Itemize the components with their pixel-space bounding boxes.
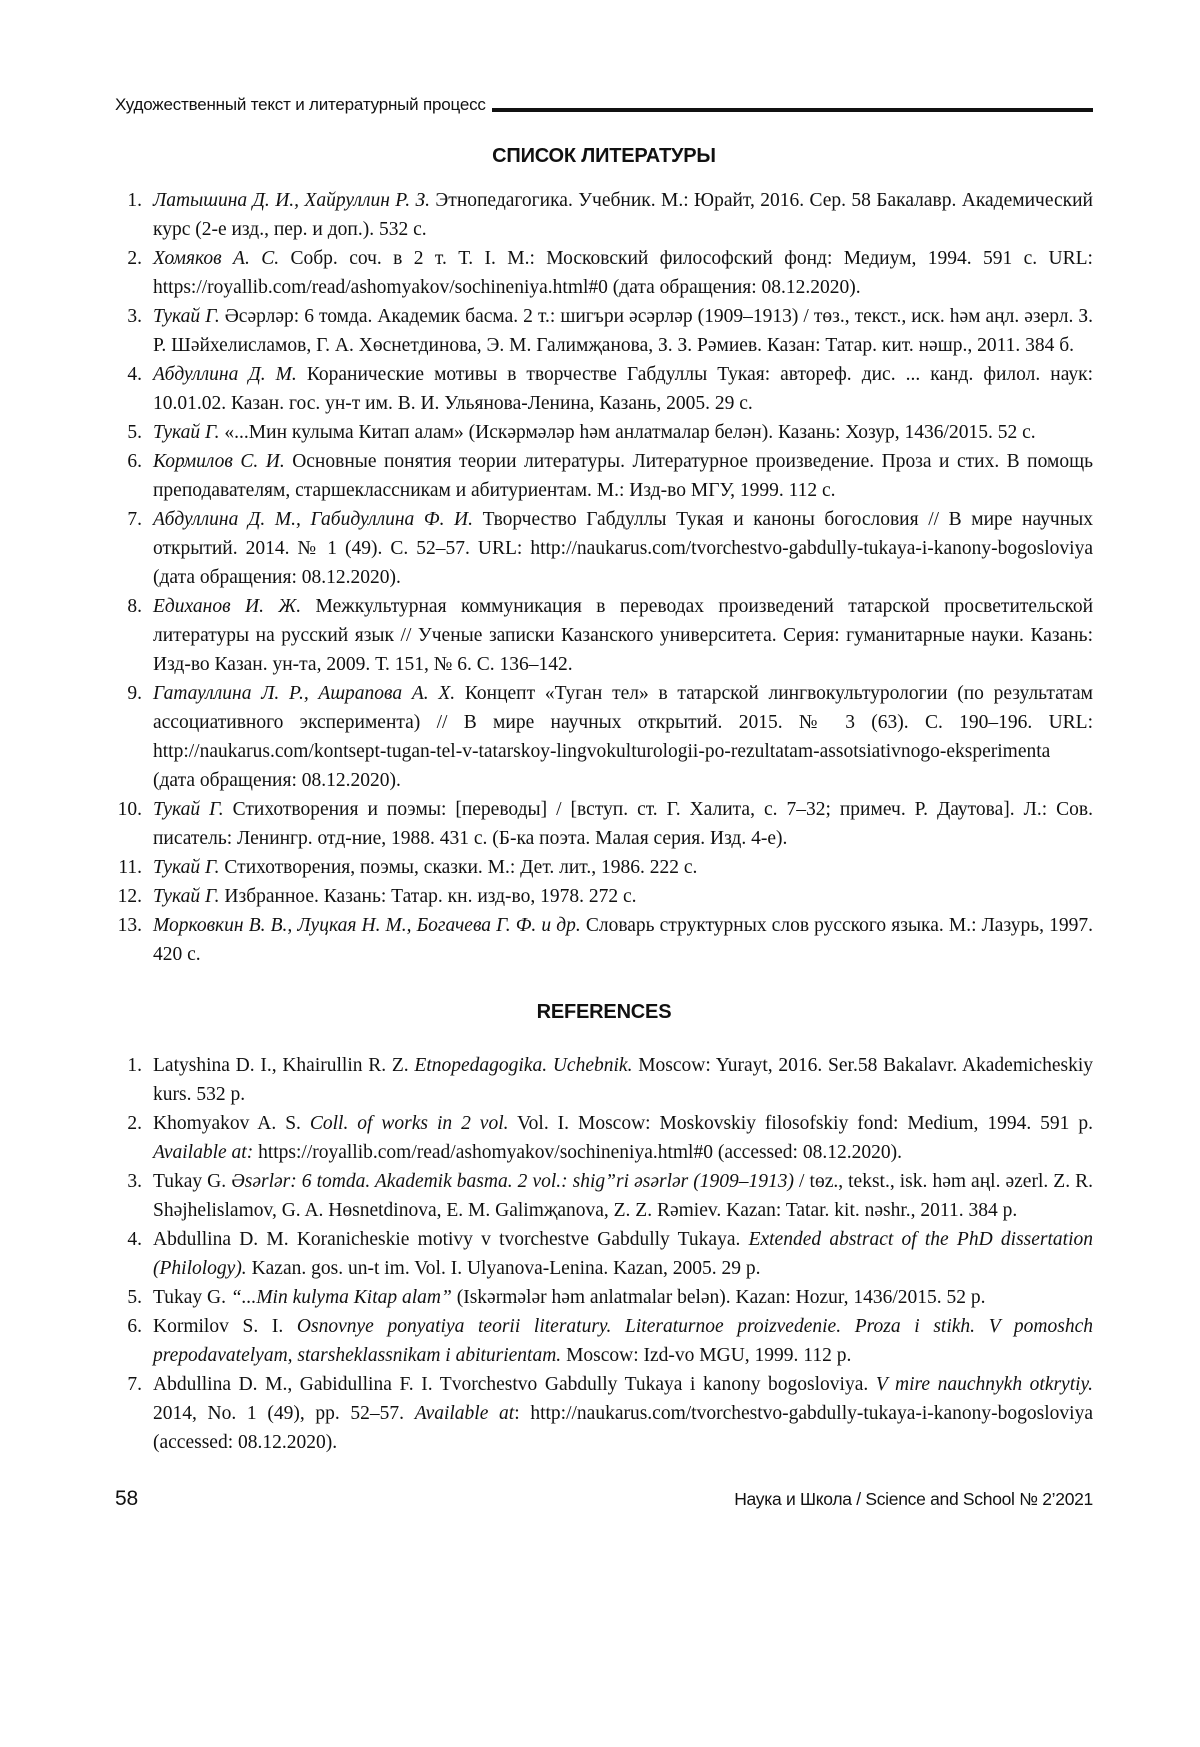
item-number: 1. <box>127 190 142 211</box>
item-number: 12. <box>117 886 142 907</box>
item-text: Латышина Д. И., Хайруллин Р. З. Этнопедагогика. Учебник. М.: Юрайт, 2016. Сер. 58 Бакалавр. Академический курс (2-е изд., пер. и доп.). 532 с. <box>153 190 1093 240</box>
item-number: 3. <box>127 1171 142 1192</box>
item-text: Едиханов И. Ж. Межкультурная коммуникация в переводах произведений татарской просветительской литературы на русский язык // Ученые записки Казанского университета. Серия: гуманитарные науки. Казань: Изд-во Казан. ун-та, 2009. Т. 151, № 6. С. 136–142. <box>153 596 1094 675</box>
item-text: Abdullina D. M., Gabidullina F. I. Tvorchestvo Gabdully Tukaya i kanony bogosloviya. V mire nauchnykh otkrytiy. 2014, No. 1 (49), pp. 52–57. Available at: http://naukarus.com/tvorchestvo-gabdully-tukaya-i-kanony-bogosloviya (accessed: 08.12.2020). <box>153 1374 1094 1453</box>
header-rule <box>492 108 1093 112</box>
item-text: Kormilov S. I. Osnovnye ponyatiya teorii literatury. Literaturnoe proizvedenie. Proza i stikh. V pomoshch prepodavatelyam, starsheklassnikam i abiturientam. Moscow: Izd-vo MGU, 1999. 112 p. <box>153 1316 1093 1366</box>
bibliography-list <box>115 186 1093 969</box>
journal-title: Наука и Школа / Science and School № 2’2021 <box>734 1489 1093 1509</box>
reference-item <box>115 1312 1093 1370</box>
item-text: Khomyakov A. S. Coll. of works in 2 vol. Vol. I. Moscow: Moskovskiy filosofskiy fond: Medium, 1994. 591 p. Available at: https://royallib.com/read/ashomyakov/sochineniya.html#0 (accessed: 08.12.2020). <box>153 1113 1093 1163</box>
item-text: Гатауллина Л. Р., Ашрапова А. Х. Концепт «Туган тел» в татарской лингвокультурологии (по результатам ассоциативного эксперимента) // В мире научных открытий. 2015. № 3 (63). С. 190–196. URL: http://naukarus.com/kontsept-tugan-tel-v-tatarskoy-lingvokulturologii-po-rezultatam-assotsiativnogo-eksperimenta (дата обращения: 08.12.2020). <box>153 683 1093 791</box>
item-number: 1. <box>127 1055 142 1076</box>
references-list <box>115 1051 1093 1457</box>
running-header <box>115 95 1093 115</box>
item-number: 7. <box>127 509 142 530</box>
reference-item <box>115 360 1093 418</box>
item-number: 6. <box>127 451 142 472</box>
item-number: 11. <box>118 857 142 878</box>
item-text: Тукай Г. «...Мин кулыма Китап алам» (Искәрмәләр һәм анлатмалар белән). Казань: Хозур, 1436/2015. 52 с. <box>153 422 1036 443</box>
reference-item <box>115 1051 1093 1109</box>
page-footer <box>115 1487 1093 1511</box>
item-number: 2. <box>127 1113 142 1134</box>
item-number: 7. <box>127 1374 142 1395</box>
item-number: 9. <box>127 683 142 704</box>
item-number: 3. <box>127 306 142 327</box>
reference-item <box>115 1109 1093 1167</box>
item-text: Latyshina D. I., Khairullin R. Z. Etnopedagogika. Uchebnik. Moscow: Yurayt, 2016. Ser.58 Bakalavr. Akademicheskiy kurs. 532 p. <box>153 1055 1093 1105</box>
item-number: 13. <box>117 915 142 936</box>
reference-item <box>115 1370 1093 1457</box>
reference-item <box>115 679 1093 795</box>
item-text: Тукай Г. Избранное. Казань: Татар. кн. изд-во, 1978. 272 с. <box>153 886 637 907</box>
reference-item <box>115 1225 1093 1283</box>
item-text: Хомяков А. С. Собр. соч. в 2 т. Т. I. М.: Московский философский фонд: Медиум, 1994. 591 с. URL: https://royallib.com/read/ashomyakov/sochineniya.html#0 (дата обращения: 08.12.2020). <box>153 248 1093 298</box>
reference-item <box>115 186 1093 244</box>
item-text: Тукай Г. Стихотворения, поэмы, сказки. М.: Дет. лит., 1986. 222 с. <box>153 857 698 878</box>
reference-item <box>115 853 1093 882</box>
references-title: REFERENCES <box>536 1001 672 1023</box>
item-number: 10. <box>117 799 142 820</box>
item-text: Морковкин В. В., Луцкая Н. М., Богачева Г. Ф. и др. Словарь структурных слов русского языка. М.: Лазурь, 1997. 420 с. <box>153 915 1093 965</box>
item-text: Тукай Г. Әсәрләр: 6 томда. Академик басма. 2 т.: шигъри әсәрләр (1909–1913) / төз., текст., иск. һәм аңл. әзерл. З. Р. Шәйхелисламов, Г. А. Хөснетдинова, Э. М. Галимҗанова, З. З. Рәмиев. Казан: Татар. кит. нәшр., 2011. 384 б. <box>153 306 1094 356</box>
item-number: 8. <box>127 596 142 617</box>
bibliography-title: СПИСОК ЛИТЕРАТУРЫ <box>492 145 716 167</box>
item-text: Кормилов С. И. Основные понятия теории литературы. Литературное произведение. Проза и стих. В помощь преподавателям, старшеклассникам и абитуриентам. М.: Изд-во МГУ, 1999. 112 с. <box>153 451 1093 501</box>
reference-item <box>115 447 1093 505</box>
reference-item <box>115 882 1093 911</box>
reference-item <box>115 244 1093 302</box>
item-text: Tukay G. “...Min kulyma Kitap alam” (Iskәrmәlәr һәm anlatmalar belәn). Kazan: Hozur, 1436/2015. 52 p. <box>153 1287 986 1308</box>
item-text: Abdullina D. M. Koranicheskie motivy v tvorchestve Gabdully Tukaya. Extended abstract of the PhD dissertation (Philology). Kazan. gos. un-t im. Vol. I. Ulyanova-Lenina. Kazan, 2005. 29 p. <box>153 1229 1093 1279</box>
item-text: Абдуллина Д. М. Коранические мотивы в творчестве Габдуллы Тукая: автореф. дис. ... канд. филол. наук: 10.01.02. Казан. гос. ун-т им. В. И. Ульянова-Ленина, Казань, 2005. 29 с. <box>153 364 1094 414</box>
item-text: Абдуллина Д. М., Габидуллина Ф. И. Творчество Габдуллы Тукая и каноны богословия // В мире научных открытий. 2014. № 1 (49). С. 52–57. URL: http://naukarus.com/tvorchestvo-gabdully-tukaya-i-kanony-bogosloviya (дата обращения: 08.12.2020). <box>153 509 1093 588</box>
page-number: 58 <box>115 1487 138 1510</box>
item-text: Tukay G. Әsәrlәr: 6 tomda. Akademik basma. 2 vol.: shig”ri әsәrlәr (1909–1913) / tөz., tekst., isk. һәm aңl. әzerl. Z. R. Shәjhelislamov, G. A. Hөsnetdinova, E. M. Galimҗanova, Z. Z. Rәmiev. Kazan: Tatar. kit. nәshr., 2011. 384 p. <box>153 1171 1093 1221</box>
reference-item <box>115 911 1093 969</box>
item-number: 5. <box>127 1287 142 1308</box>
reference-item <box>115 418 1093 447</box>
item-number: 4. <box>127 364 142 385</box>
reference-item <box>115 302 1093 360</box>
reference-item <box>115 592 1093 679</box>
reference-item <box>115 505 1093 592</box>
item-text: Тукай Г. Стихотворения и поэмы: [переводы] / [вступ. ст. Г. Халита, с. 7–32; примеч. Р. Даутова]. Л.: Сов. писатель: Ленингр. отд-ние, 1988. 431 с. (Б-ка поэта. Малая серия. Изд. 4-е). <box>153 799 1093 849</box>
item-number: 5. <box>127 422 142 443</box>
running-header-text: Художественный текст и литературный процесс <box>115 95 486 114</box>
item-number: 4. <box>127 1229 142 1250</box>
reference-item <box>115 795 1093 853</box>
reference-item <box>115 1283 1093 1312</box>
item-number: 6. <box>127 1316 142 1337</box>
item-number: 2. <box>127 248 142 269</box>
reference-item <box>115 1167 1093 1225</box>
